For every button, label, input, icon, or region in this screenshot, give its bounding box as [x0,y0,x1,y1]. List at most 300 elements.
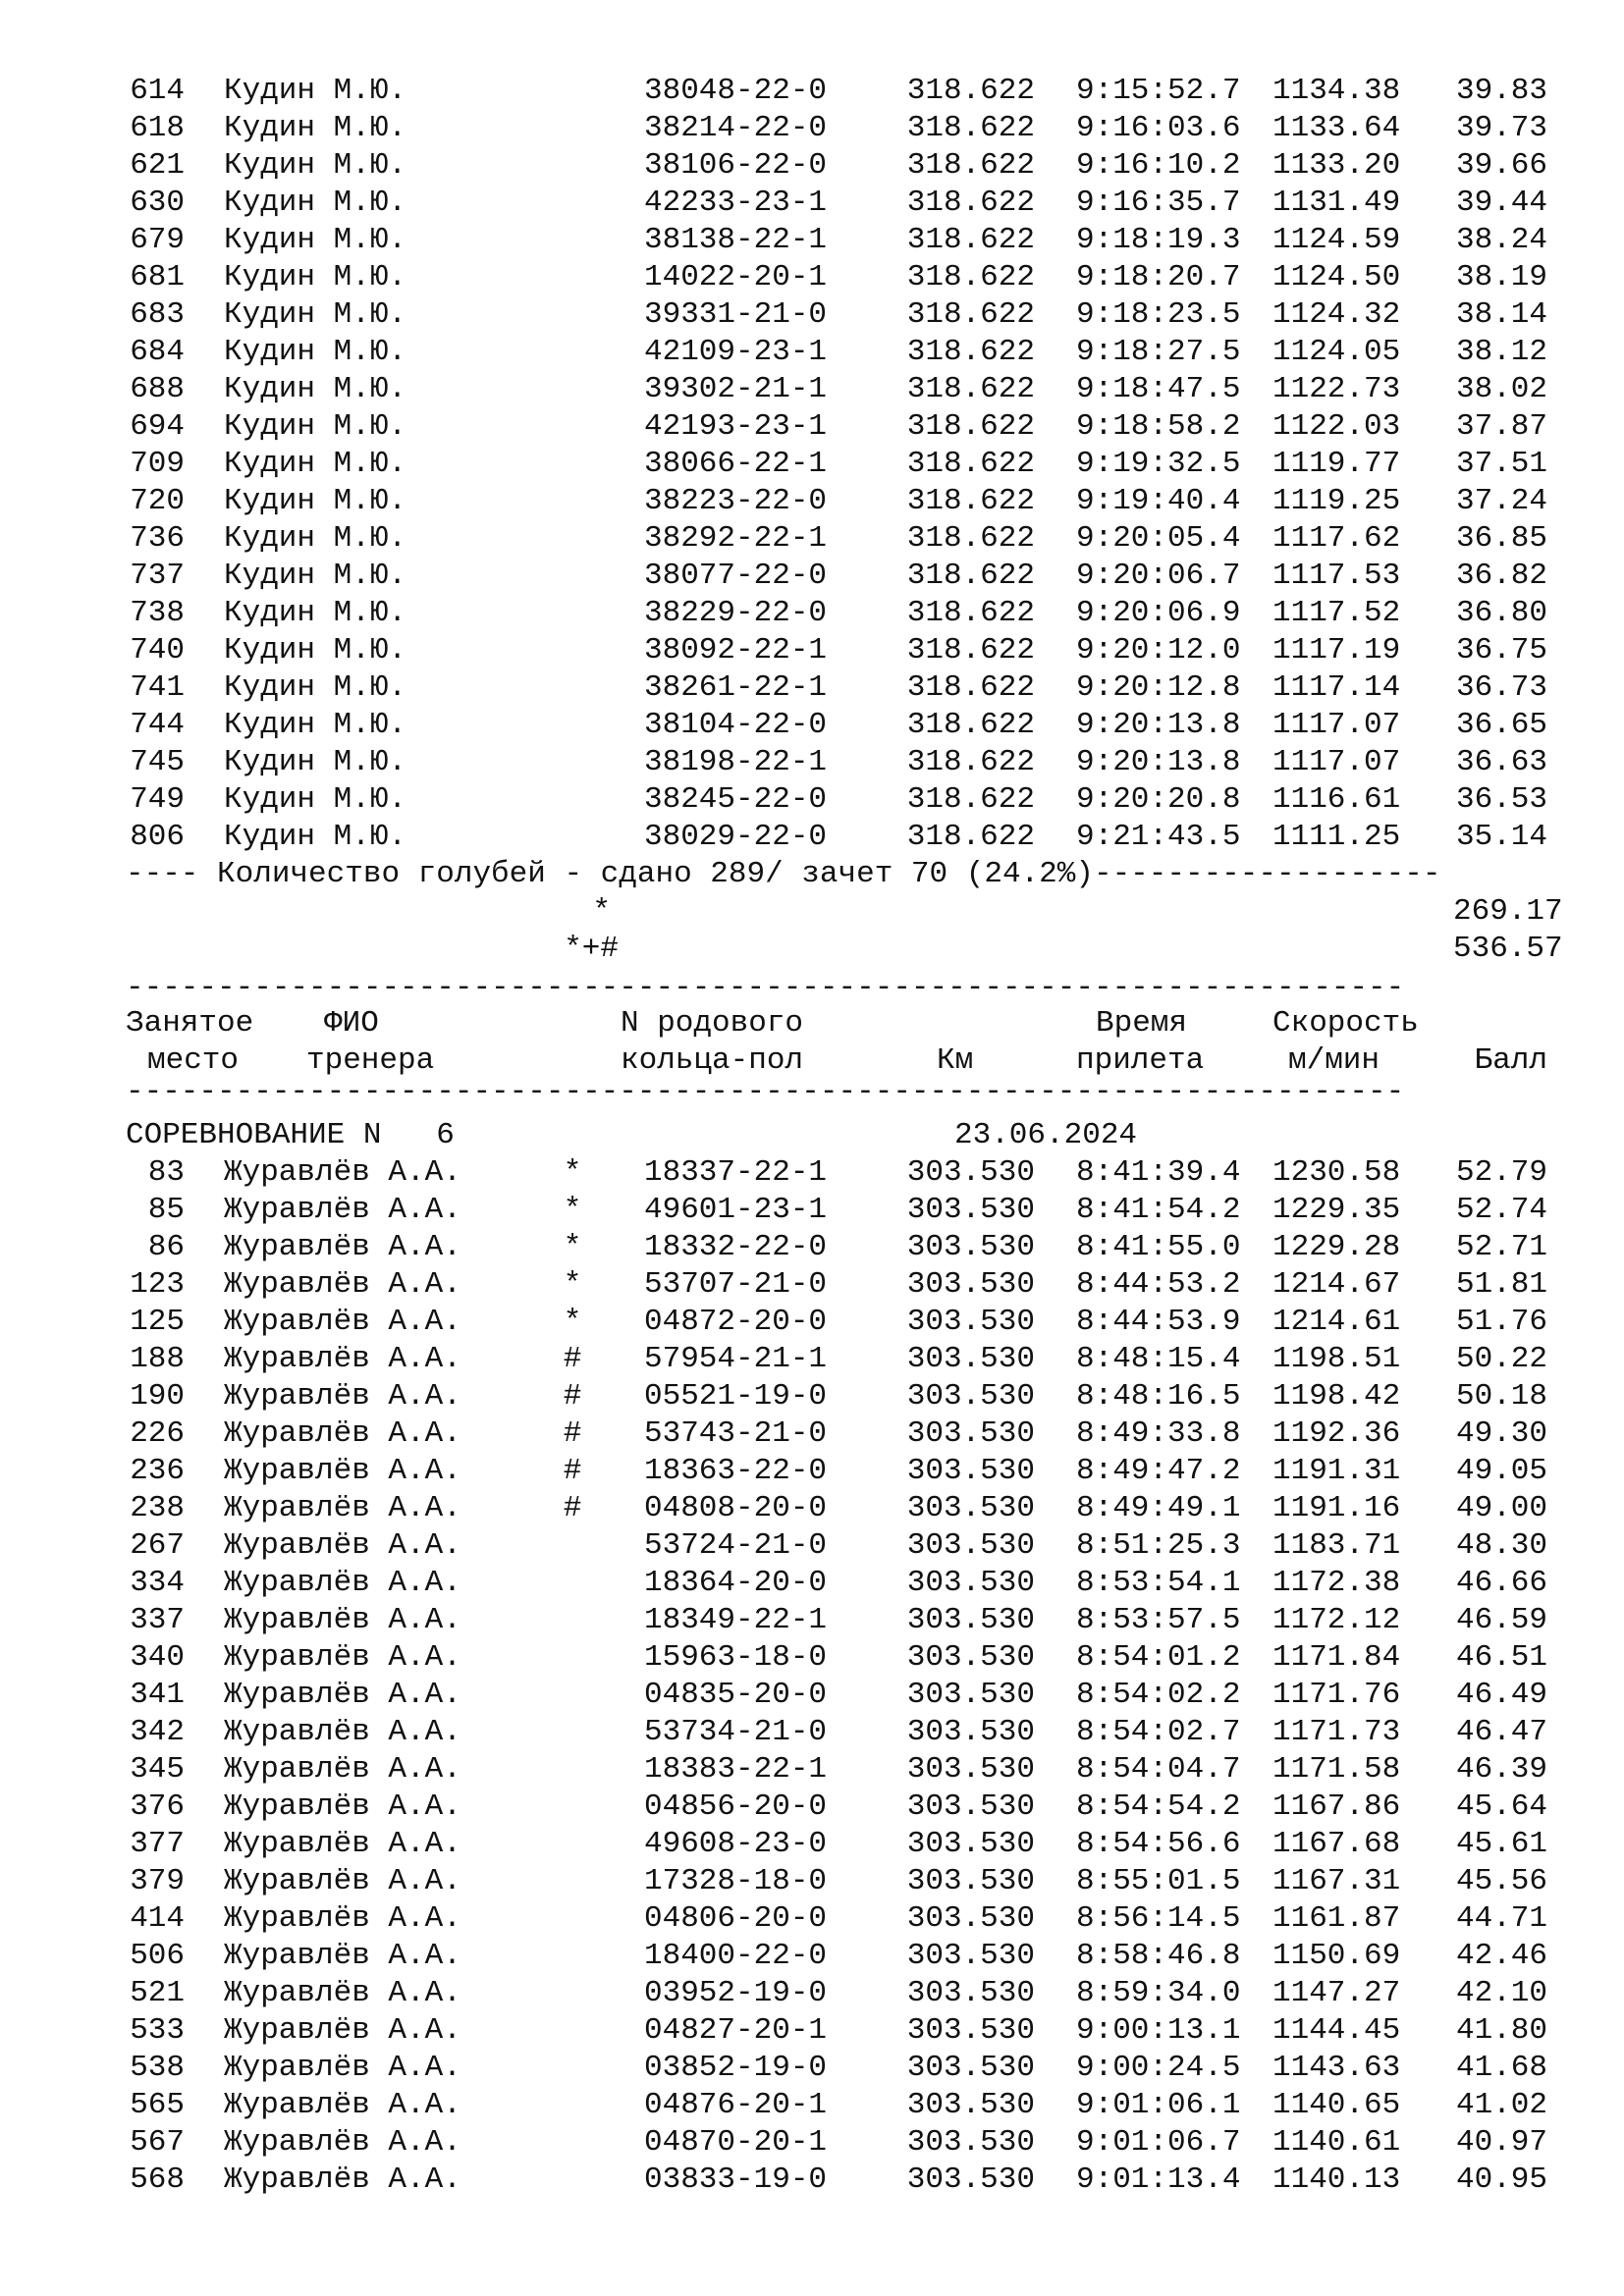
total-mark: * [592,894,611,929]
place-cell: 267 [130,1528,185,1563]
arrival-time-cell: 8:48:16.5 [1076,1379,1241,1414]
score-cell: 35.14 [1455,820,1547,854]
place-cell: 738 [130,596,185,630]
distance-cell: 303.530 [906,1678,1035,1712]
speed-cell: 1214.67 [1272,1267,1401,1302]
table-row [0,2087,1624,2124]
ring-number-cell: 04876-20-1 [644,2088,828,2122]
place-cell: 226 [130,1416,185,1451]
trainer-name-cell: Кудин М.Ю. [224,596,407,630]
arrival-time-cell: 8:49:33.8 [1076,1416,1241,1451]
table-row [0,371,1624,408]
score-cell: 36.53 [1455,782,1547,817]
speed-cell: 1171.84 [1272,1640,1401,1675]
ring-number-cell: 03952-19-0 [644,1976,828,2010]
place-cell: 614 [130,74,185,108]
trainer-name-cell: Журавлёв А.А. [224,2013,461,2048]
distance-cell: 318.622 [906,670,1035,705]
table-row [0,707,1624,744]
distance-cell: 303.530 [906,1976,1035,2010]
distance-cell: 318.622 [906,708,1035,742]
table-row [0,2050,1624,2087]
ring-number-cell: 18383-22-1 [644,1752,828,1787]
arrival-time-cell: 8:44:53.9 [1076,1305,1241,1339]
speed-cell: 1117.07 [1272,708,1401,742]
ring-number-cell: 42193-23-1 [644,409,828,444]
header-name: тренера [306,1043,435,1078]
ring-number-cell: 38077-22-0 [644,559,828,593]
ring-number-cell: 49608-23-0 [644,1827,828,1861]
arrival-time-cell: 8:53:57.5 [1076,1603,1241,1637]
ring-number-cell: 04806-20-0 [644,1901,828,1936]
distance-cell: 303.530 [906,1379,1035,1414]
trainer-name-cell: Кудин М.Ю. [224,447,407,481]
trainer-name-cell: Кудин М.Ю. [224,670,407,705]
ring-number-cell: 38229-22-0 [644,596,828,630]
speed-cell: 1191.31 [1272,1454,1401,1488]
distance-cell: 303.530 [906,1827,1035,1861]
total-row [0,893,1624,931]
distance-cell: 303.530 [906,1454,1035,1488]
table-row [0,1639,1624,1677]
trainer-name-cell: Журавлёв А.А. [224,1379,461,1414]
speed-cell: 1124.32 [1272,297,1401,332]
speed-cell: 1131.49 [1272,186,1401,220]
table-row [0,1826,1624,1863]
ring-number-cell: 38048-22-0 [644,74,828,108]
header-score: Балл [1474,1043,1547,1078]
speed-cell: 1124.05 [1272,335,1401,369]
ring-number-cell: 38104-22-0 [644,708,828,742]
arrival-time-cell: 8:41:54.2 [1076,1193,1241,1227]
distance-cell: 318.622 [906,74,1035,108]
trainer-name-cell: Кудин М.Ю. [224,223,407,257]
place-cell: 376 [130,1789,185,1824]
ring-number-cell: 39302-21-1 [644,372,828,406]
arrival-time-cell: 9:21:43.5 [1076,820,1241,854]
trainer-name-cell: Журавлёв А.А. [224,2163,461,2197]
total-row [0,931,1624,968]
score-cell: 50.22 [1455,1342,1547,1376]
speed-cell: 1229.35 [1272,1193,1401,1227]
ring-number-cell: 38292-22-1 [644,521,828,556]
speed-cell: 1214.61 [1272,1305,1401,1339]
score-cell: 37.51 [1455,447,1547,481]
score-cell: 36.80 [1455,596,1547,630]
arrival-time-cell: 9:16:03.6 [1076,111,1241,145]
place-cell: 341 [130,1678,185,1712]
score-cell: 41.68 [1455,2051,1547,2085]
header-ring: N родового [621,1006,804,1041]
place-cell: 681 [130,260,185,294]
ring-number-cell: 18364-20-0 [644,1566,828,1600]
distance-cell: 303.530 [906,1342,1035,1376]
summary-line: ---- Количество голубей - сдано 289/ зачет 70 (24.2%)------------------- [126,857,1441,891]
trainer-name-cell: Кудин М.Ю. [224,260,407,294]
speed-cell: 1150.69 [1272,1939,1401,1973]
arrival-time-cell: 8:59:34.0 [1076,1976,1241,2010]
speed-cell: 1172.38 [1272,1566,1401,1600]
score-cell: 36.85 [1455,521,1547,556]
arrival-time-cell: 9:20:12.8 [1076,670,1241,705]
ring-number-cell: 38245-22-0 [644,782,828,817]
trainer-name-cell: Журавлёв А.А. [224,2051,461,2085]
speed-cell: 1167.86 [1272,1789,1401,1824]
speed-cell: 1140.61 [1272,2125,1401,2160]
arrival-time-cell: 8:53:54.1 [1076,1566,1241,1600]
trainer-name-cell: Журавлёв А.А. [224,1901,461,1936]
arrival-time-cell: 9:19:40.4 [1076,484,1241,518]
table-row [0,1341,1624,1378]
distance-cell: 303.530 [906,1230,1035,1264]
distance-cell: 303.530 [906,1155,1035,1190]
ring-number-cell: 17328-18-0 [644,1864,828,1898]
arrival-time-cell: 9:00:24.5 [1076,2051,1241,2085]
speed-cell: 1117.62 [1272,521,1401,556]
arrival-time-cell: 8:44:53.2 [1076,1267,1241,1302]
table-row [0,2012,1624,2050]
score-cell: 39.44 [1455,186,1547,220]
score-cell: 41.80 [1455,2013,1547,2048]
speed-cell: 1191.16 [1272,1491,1401,1525]
score-cell: 42.46 [1455,1939,1547,1973]
speed-cell: 1117.07 [1272,745,1401,779]
score-cell: 49.30 [1455,1416,1547,1451]
score-cell: 52.79 [1455,1155,1547,1190]
score-cell: 37.24 [1455,484,1547,518]
ring-number-cell: 38214-22-0 [644,111,828,145]
ring-number-cell: 04808-20-0 [644,1491,828,1525]
arrival-time-cell: 9:18:20.7 [1076,260,1241,294]
header-row [0,1005,1624,1042]
place-cell: 684 [130,335,185,369]
arrival-time-cell: 8:55:01.5 [1076,1864,1241,1898]
place-cell: 334 [130,1566,185,1600]
place-cell: 740 [130,633,185,667]
place-cell: 85 [147,1193,185,1227]
distance-cell: 303.530 [906,1528,1035,1563]
score-cell: 49.05 [1455,1454,1547,1488]
score-cell: 46.49 [1455,1678,1547,1712]
speed-cell: 1171.76 [1272,1678,1401,1712]
trainer-name-cell: Журавлёв А.А. [224,1827,461,1861]
distance-cell: 318.622 [906,297,1035,332]
score-cell: 41.02 [1455,2088,1547,2122]
trainer-name-cell: Журавлёв А.А. [224,1640,461,1675]
ring-number-cell: 14022-20-1 [644,260,828,294]
place-cell: 688 [130,372,185,406]
speed-cell: 1161.87 [1272,1901,1401,1936]
speed-cell: 1143.63 [1272,2051,1401,2085]
trainer-name-cell: Кудин М.Ю. [224,297,407,332]
arrival-time-cell: 8:54:56.6 [1076,1827,1241,1861]
score-cell: 46.47 [1455,1715,1547,1749]
table-row [0,819,1624,856]
speed-cell: 1133.64 [1272,111,1401,145]
speed-cell: 1122.73 [1272,372,1401,406]
trainer-name-cell: Кудин М.Ю. [224,782,407,817]
distance-cell: 318.622 [906,335,1035,369]
distance-cell: 303.530 [906,1789,1035,1824]
table-row [0,259,1624,296]
trainer-name-cell: Журавлёв А.А. [224,1267,461,1302]
score-cell: 44.71 [1455,1901,1547,1936]
ring-number-cell: 42233-23-1 [644,186,828,220]
score-cell: 45.56 [1455,1864,1547,1898]
ring-number-cell: 57954-21-1 [644,1342,828,1376]
table-row [0,1938,1624,1975]
table-row [0,1154,1624,1192]
score-cell: 52.74 [1455,1193,1547,1227]
table-row [0,2162,1624,2199]
table-row [0,520,1624,558]
table-row [0,1677,1624,1714]
distance-cell: 318.622 [906,596,1035,630]
mark-cell: # [563,1491,582,1525]
ring-number-cell: 04872-20-0 [644,1305,828,1339]
score-cell: 51.76 [1455,1305,1547,1339]
score-cell: 46.39 [1455,1752,1547,1787]
speed-cell: 1172.12 [1272,1603,1401,1637]
table-row [0,1192,1624,1229]
arrival-time-cell: 9:20:06.7 [1076,559,1241,593]
speed-cell: 1116.61 [1272,782,1401,817]
arrival-time-cell: 8:54:02.2 [1076,1678,1241,1712]
trainer-name-cell: Кудин М.Ю. [224,820,407,854]
table-row [0,408,1624,446]
ring-number-cell: 04870-20-1 [644,2125,828,2160]
speed-cell: 1111.25 [1272,820,1401,854]
distance-cell: 303.530 [906,1939,1035,1973]
arrival-time-cell: 9:00:13.1 [1076,2013,1241,2048]
trainer-name-cell: Кудин М.Ю. [224,633,407,667]
trainer-name-cell: Журавлёв А.А. [224,1528,461,1563]
distance-cell: 303.530 [906,1193,1035,1227]
score-cell: 45.61 [1455,1827,1547,1861]
place-cell: 190 [130,1379,185,1414]
place-cell: 345 [130,1752,185,1787]
header-place: место [147,1043,240,1078]
total-mark: *+# [564,932,619,966]
speed-cell: 1171.73 [1272,1715,1401,1749]
speed-cell: 1117.52 [1272,596,1401,630]
table-row [0,110,1624,147]
header-km: Км [937,1043,974,1078]
table-row [0,1565,1624,1602]
arrival-time-cell: 9:16:10.2 [1076,148,1241,183]
header-ring: кольца-пол [621,1043,804,1078]
score-cell: 39.83 [1455,74,1547,108]
separator-line: ---------------------------------------------------------------------- [126,1075,1405,1109]
distance-cell: 318.622 [906,782,1035,817]
score-cell: 50.18 [1455,1379,1547,1414]
score-cell: 39.73 [1455,111,1547,145]
arrival-time-cell: 9:20:05.4 [1076,521,1241,556]
place-cell: 521 [130,1976,185,2010]
speed-cell: 1183.71 [1272,1528,1401,1563]
table-row [0,558,1624,595]
header-speed: Скорость [1272,1006,1419,1041]
distance-cell: 318.622 [906,409,1035,444]
place-cell: 533 [130,2013,185,2048]
place-cell: 709 [130,447,185,481]
table-row [0,1415,1624,1453]
trainer-name-cell: Журавлёв А.А. [224,1416,461,1451]
place-cell: 683 [130,297,185,332]
arrival-time-cell: 8:58:46.8 [1076,1939,1241,1973]
ring-number-cell: 38092-22-1 [644,633,828,667]
table-row [0,1602,1624,1639]
speed-cell: 1117.53 [1272,559,1401,593]
arrival-time-cell: 9:18:23.5 [1076,297,1241,332]
trainer-name-cell: Журавлёв А.А. [224,1566,461,1600]
distance-cell: 318.622 [906,223,1035,257]
table-row [0,185,1624,222]
table-row [0,1453,1624,1490]
arrival-time-cell: 9:20:12.0 [1076,633,1241,667]
ring-number-cell: 53707-21-0 [644,1267,828,1302]
mark-cell: * [563,1230,582,1264]
distance-cell: 318.622 [906,447,1035,481]
speed-cell: 1144.45 [1272,2013,1401,2048]
header-time: Время [1096,1006,1188,1041]
score-cell: 46.51 [1455,1640,1547,1675]
distance-cell: 303.530 [906,1491,1035,1525]
score-cell: 36.75 [1455,633,1547,667]
trainer-name-cell: Журавлёв А.А. [224,2088,461,2122]
arrival-time-cell: 8:54:04.7 [1076,1752,1241,1787]
arrival-time-cell: 8:54:01.2 [1076,1640,1241,1675]
place-cell: 414 [130,1901,185,1936]
mark-cell: * [563,1267,582,1302]
place-cell: 506 [130,1939,185,1973]
place-cell: 741 [130,670,185,705]
table-row [0,1900,1624,1938]
ring-number-cell: 04856-20-0 [644,1789,828,1824]
ring-number-cell: 38223-22-0 [644,484,828,518]
trainer-name-cell: Журавлёв А.А. [224,1789,461,1824]
score-cell: 48.30 [1455,1528,1547,1563]
distance-cell: 303.530 [906,2051,1035,2085]
score-cell: 36.63 [1455,745,1547,779]
place-cell: 123 [130,1267,185,1302]
trainer-name-cell: Журавлёв А.А. [224,1454,461,1488]
distance-cell: 318.622 [906,820,1035,854]
ring-number-cell: 18332-22-0 [644,1230,828,1264]
arrival-time-cell: 9:20:13.8 [1076,708,1241,742]
trainer-name-cell: Кудин М.Ю. [224,559,407,593]
place-cell: 342 [130,1715,185,1749]
table-row [0,296,1624,334]
total-value: 536.57 [1453,932,1563,966]
arrival-time-cell: 8:48:15.4 [1076,1342,1241,1376]
score-cell: 36.65 [1455,708,1547,742]
table-row [0,1266,1624,1304]
distance-cell: 303.530 [906,1267,1035,1302]
ring-number-cell: 15963-18-0 [644,1640,828,1675]
arrival-time-cell: 8:56:14.5 [1076,1901,1241,1936]
header-speed: м/мин [1288,1043,1380,1078]
distance-cell: 318.622 [906,521,1035,556]
place-cell: 125 [130,1305,185,1339]
table-row [0,1229,1624,1266]
score-cell: 46.66 [1455,1566,1547,1600]
trainer-name-cell: Журавлёв А.А. [224,1155,461,1190]
arrival-time-cell: 8:49:49.1 [1076,1491,1241,1525]
arrival-time-cell: 9:20:20.8 [1076,782,1241,817]
speed-cell: 1230.58 [1272,1155,1401,1190]
trainer-name-cell: Журавлёв А.А. [224,1491,461,1525]
competition-date: 23.06.2024 [954,1118,1138,1152]
ring-number-cell: 18363-22-0 [644,1454,828,1488]
arrival-time-cell: 9:19:32.5 [1076,447,1241,481]
place-cell: 736 [130,521,185,556]
trainer-name-cell: Журавлёв А.А. [224,1864,461,1898]
score-cell: 40.95 [1455,2163,1547,2197]
ring-number-cell: 18337-22-1 [644,1155,828,1190]
speed-cell: 1117.14 [1272,670,1401,705]
mark-cell: * [563,1155,582,1190]
distance-cell: 303.530 [906,2125,1035,2160]
arrival-time-cell: 8:51:25.3 [1076,1528,1241,1563]
arrival-time-cell: 9:18:58.2 [1076,409,1241,444]
distance-cell: 303.530 [906,1640,1035,1675]
arrival-time-cell: 8:41:39.4 [1076,1155,1241,1190]
header-time: прилета [1076,1043,1205,1078]
distance-cell: 318.622 [906,372,1035,406]
ring-number-cell: 38261-22-1 [644,670,828,705]
mark-cell: * [563,1305,582,1339]
arrival-time-cell: 9:15:52.7 [1076,74,1241,108]
ring-number-cell: 39331-21-0 [644,297,828,332]
arrival-time-cell: 9:01:06.7 [1076,2125,1241,2160]
distance-cell: 303.530 [906,1864,1035,1898]
speed-cell: 1229.28 [1272,1230,1401,1264]
trainer-name-cell: Кудин М.Ю. [224,148,407,183]
trainer-name-cell: Журавлёв А.А. [224,1678,461,1712]
trainer-name-cell: Журавлёв А.А. [224,1752,461,1787]
place-cell: 621 [130,148,185,183]
distance-cell: 318.622 [906,186,1035,220]
score-cell: 38.14 [1455,297,1547,332]
ring-number-cell: 38029-22-0 [644,820,828,854]
mark-cell: * [563,1193,582,1227]
distance-cell: 303.530 [906,1901,1035,1936]
place-cell: 337 [130,1603,185,1637]
table-row [0,744,1624,781]
mark-cell: # [563,1342,582,1376]
score-cell: 38.24 [1455,223,1547,257]
place-cell: 377 [130,1827,185,1861]
score-cell: 37.87 [1455,409,1547,444]
distance-cell: 318.622 [906,745,1035,779]
place-cell: 694 [130,409,185,444]
place-cell: 630 [130,186,185,220]
trainer-name-cell: Кудин М.Ю. [224,484,407,518]
distance-cell: 303.530 [906,2013,1035,2048]
table-row [0,147,1624,185]
trainer-name-cell: Кудин М.Ю. [224,409,407,444]
ring-number-cell: 53743-21-0 [644,1416,828,1451]
ring-number-cell: 38138-22-1 [644,223,828,257]
separator-line: ---------------------------------------------------------------------- [126,971,1405,1005]
arrival-time-cell: 9:20:13.8 [1076,745,1241,779]
speed-cell: 1167.31 [1272,1864,1401,1898]
place-cell: 538 [130,2051,185,2085]
ring-number-cell: 03833-19-0 [644,2163,828,2197]
speed-cell: 1122.03 [1272,409,1401,444]
trainer-name-cell: Кудин М.Ю. [224,521,407,556]
